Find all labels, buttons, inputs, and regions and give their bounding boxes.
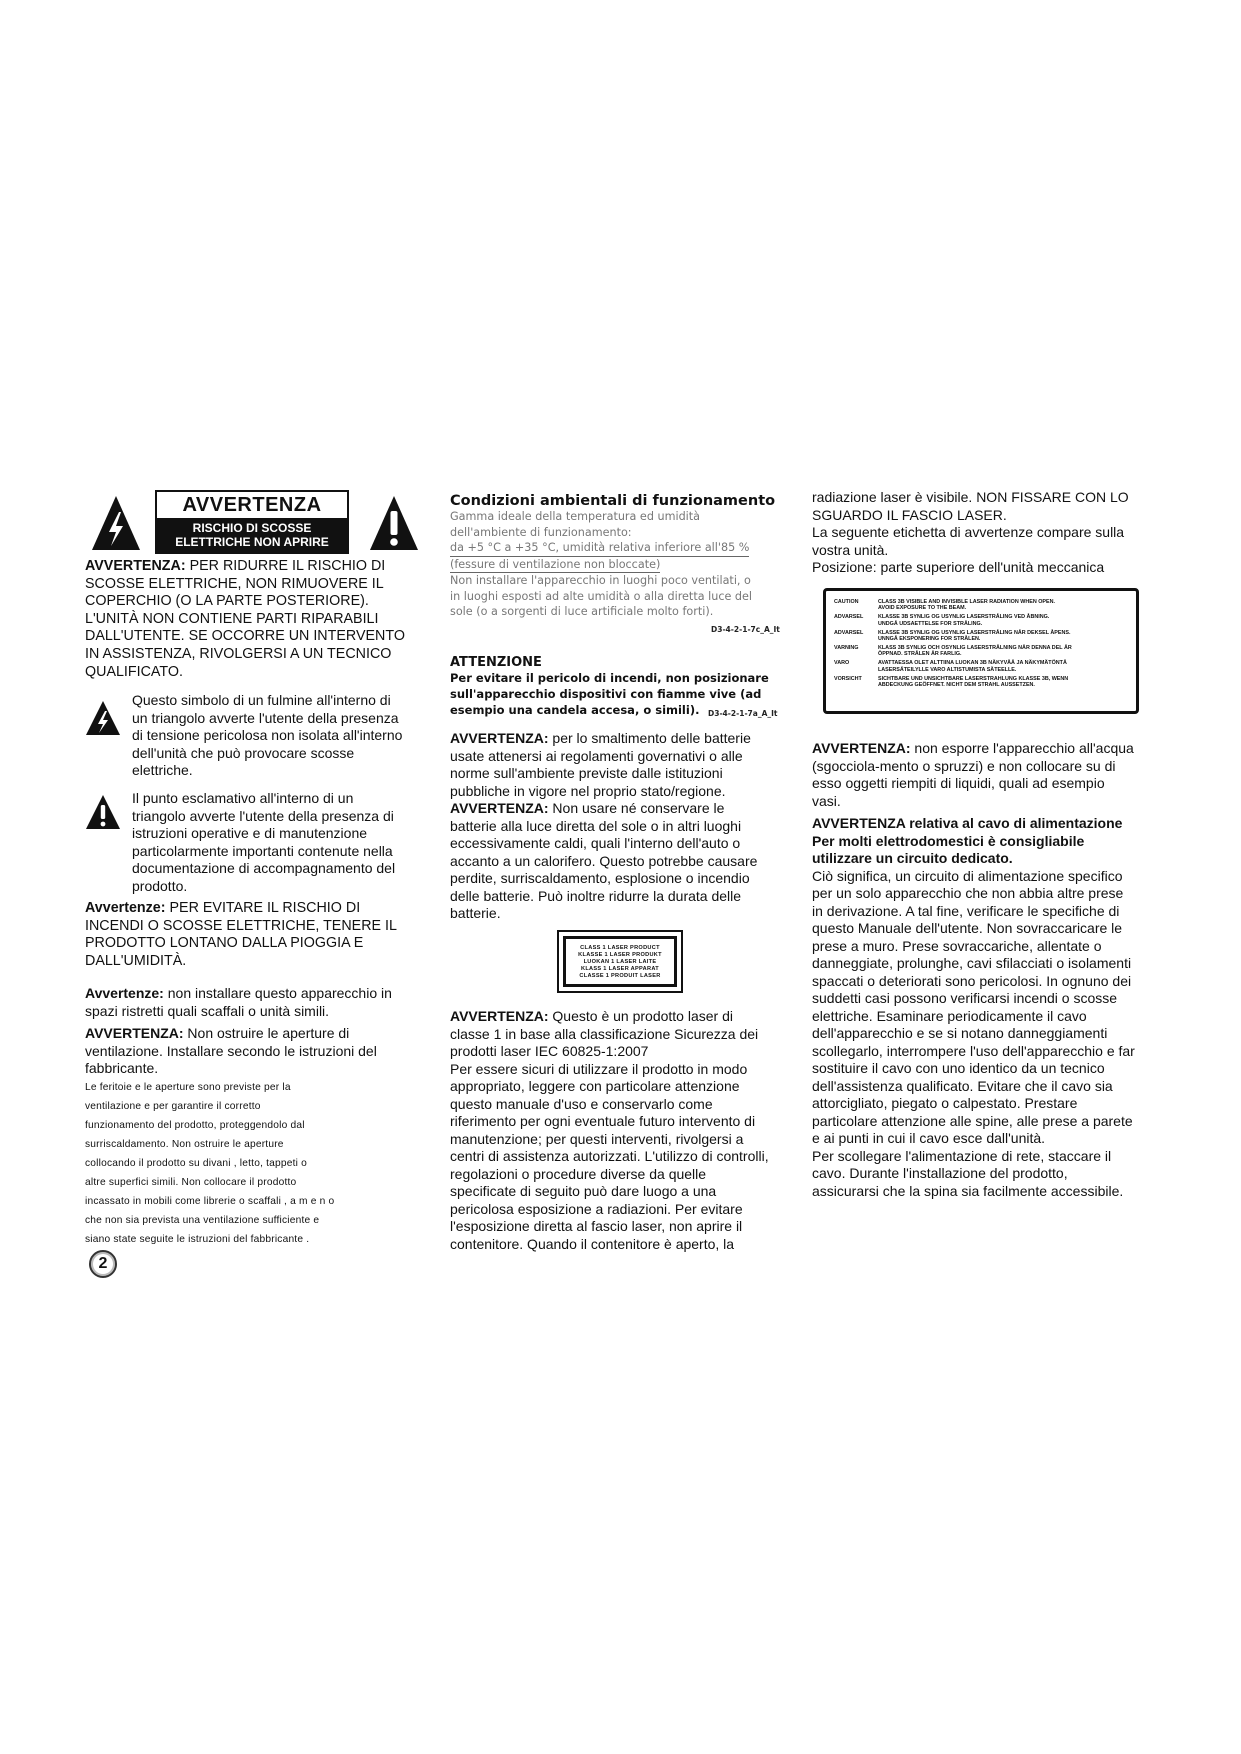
laser-warning-line: centri di assistenza autorizzati. L'utilizzo di controlli, <box>450 1148 769 1164</box>
cable-line: scollegarlo, interrompere l'uso dell'apparecchio e far <box>812 1042 1135 1059</box>
laser-label-text: KLASS 3B SYNLIG OCH OSYNLIG LASERSTRÅLNING NÄR DENNA DEL ÄR <box>878 644 1072 651</box>
cable-line: elettriche. Esaminare periodicamente il cavo <box>812 1007 1087 1024</box>
lightning-note-line: Questo simbolo di un fulmine all'interno di <box>132 692 391 708</box>
space-warning-line: non installare questo apparecchio in <box>163 985 392 1001</box>
attention-line: Per evitare il pericolo di incendi, non posizionare <box>450 671 769 685</box>
exclamation-note-line: particolarmente importanti contenute nella <box>132 842 393 859</box>
laser-label-text: CLASS 3B VISIBLE AND INVISIBLE LASER RADIATION WHEN OPEN. <box>878 599 1056 605</box>
laser-label-line: KLASSE 1 LASER PRODUKT <box>578 952 662 958</box>
lightning-note-line: dell'unità che può provocare scosse <box>132 744 355 761</box>
laser-label-text: LASERSÄTEILYLLE VARO ALTISTUMISTA SÄTEELLE. <box>878 666 1017 673</box>
cable-line: attorcigliato, piegato o calpestato. Prestare <box>812 1095 1078 1111</box>
laser-warning-line: appropriato, leggere con particolare attenzione <box>450 1078 740 1094</box>
laser-label-key: VARNING <box>834 644 859 651</box>
exclamation-triangle-icon <box>368 494 420 552</box>
power-cable-warning <box>812 815 1152 1200</box>
laser-continuation-line: radiazione laser è visibile. NON FISSARE CON LO <box>812 489 1129 505</box>
class1-laser-label <box>557 930 683 993</box>
label-intro-line: vostra unità. <box>812 541 889 558</box>
battery-warning-line: usate attenersi ai regolamenti governativi o alle <box>450 747 743 764</box>
battery-heat-line: perdite, surriscaldamento, esplosione o incendio <box>450 870 750 886</box>
laser-warning <box>450 1008 780 1253</box>
water-warning-line: vasi. <box>812 792 841 809</box>
laser-warning-line: pericolosa esposizione a radiazioni. Per evitare <box>450 1200 743 1217</box>
laser-label-row <box>834 660 1128 675</box>
shock-warning-line: PER RIDURRE IL RISCHIO DI <box>185 558 386 574</box>
exclamation-symbol-note <box>85 790 423 900</box>
laser-label-text: ABDECKUNG GEÖFFNET. NICHT DEM STRAHL AUSSETZEN. <box>878 681 1035 688</box>
warning-title: AVVERTENZA <box>182 494 322 516</box>
cable-line: prese a muro. Prese sovraccariche, allentate o <box>812 937 1102 954</box>
environment-line: Non installare l'apparecchio in luoghi poco ventilati, o <box>450 574 751 587</box>
ventilation-line: incassato in mobili come librerie o scaffali , a m e n o <box>85 1196 335 1207</box>
laser-warning-line: regolazioni o procedure diverse da quelle <box>450 1165 707 1182</box>
laser-warning-label: AVVERTENZA: <box>450 1008 549 1024</box>
laser-label-text: AVATTAESSA OLET ALTTIINA LUOKAN 3B NÄKYVÄÄ JA NÄKYMÄTÖNTÄ <box>878 660 1067 667</box>
cable-heading-line: utilizzare un circuito dedicato. <box>812 850 1013 866</box>
lightning-note-line: un triangolo avverte l'utente della presenza <box>132 709 399 726</box>
laser-label-line: CLASSE 1 PRODUIT LASER <box>579 973 661 979</box>
environment-line: sole (o a sorgenti di luce artificiale molto forti). <box>450 605 714 618</box>
laser-label-key: ADVARSEL <box>834 614 864 621</box>
environment-code: D3-4-2-1-7c_A_It <box>711 625 780 634</box>
laser-label-row <box>834 630 1128 645</box>
cable-line: sostituire il cavo con uno identico da un tecnico <box>812 1060 1105 1076</box>
water-warning <box>812 740 1152 810</box>
laser-label-text: ÖPPNAD. STRÅLEN ÄR FARLIG. <box>878 651 962 658</box>
lightning-small-icon <box>85 700 121 736</box>
battery-heat-line: accanto a un calorifero. Questo potrebbe causare <box>450 852 758 869</box>
cable-heading-line: Per molti elettrodomestici è consigliabile <box>812 832 1085 849</box>
attention-line: esempio una candela accesa, o simili). <box>450 703 700 717</box>
battery-heat-label: AVVERTENZA: <box>450 800 549 816</box>
battery-heat-line: batterie alla luce diretta del sole o in altri luoghi <box>450 817 742 834</box>
cable-line: questo Manuale dell'utente. Non sovraccaricare le <box>812 920 1123 936</box>
environment-line: da +5 °C a +35 °C, umidità relativa inferiore all'85 % <box>450 540 749 557</box>
label-position-line: Posizione: parte superiore dell'unità meccanica <box>812 559 1105 575</box>
attention-line: sull'apparecchio dispositivi con fiamme vive (ad <box>450 687 762 701</box>
shock-warning-line: QUALIFICATO. <box>85 663 183 680</box>
lightning-symbol-note <box>85 692 423 784</box>
ventilation-line: siano state seguite le istruzioni del fabbricante . <box>85 1234 310 1245</box>
battery-heat-line: eccessivamente caldi, quali l'interno dell'auto o <box>450 835 741 851</box>
laser-label-text: SICHTBARE UND UNSICHTBARE LASERSTRAHLUNG KLASSE 3B, WENN <box>878 675 1069 682</box>
battery-heat-line: batterie. <box>450 905 501 921</box>
laser-label-line: CLASS 1 LASER PRODUCT <box>580 945 660 951</box>
rain-warning-line: PER EVITARE IL RISCHIO DI <box>165 900 361 916</box>
laser-label-table <box>834 599 1128 691</box>
water-warning-label: AVVERTENZA: <box>812 740 911 756</box>
laser-label-row <box>834 599 1128 614</box>
vent-warning-line: Non ostruire le aperture di <box>183 1025 350 1041</box>
cable-line: Ciò significa, un circuito di alimentazione specifico <box>812 867 1123 884</box>
environment-title: Condizioni ambientali di funzionamento <box>450 493 776 509</box>
cable-line: dell'assistenza qualificato. Evitare che il cavo sia <box>812 1077 1113 1094</box>
laser-label-row <box>834 614 1128 629</box>
battery-heat-line: Non usare né conservare le <box>548 800 725 816</box>
ventilation-line: altre superfici simili. Non collocare il prodotto <box>85 1177 297 1188</box>
cable-line: suddetti casi possono verificarsi incendi o scosse <box>812 990 1118 1006</box>
warning-sub-line-1: RISCHIO DI SCOSSE <box>192 521 312 535</box>
cable-line: e ai punti in cui il cavo esce dall'unità. <box>812 1130 1046 1146</box>
laser-warning-line: contenitore. Quando il contenitore è aperto, la <box>450 1235 735 1252</box>
ventilation-details <box>85 1078 425 1249</box>
laser-label-key: ADVARSEL <box>834 629 864 636</box>
laser-label-text: UNDGÅ UDSAETTELSE FOR STRÅLING. <box>878 620 983 627</box>
ventilation-line: che non sia prevista una ventilazione sufficiente e <box>85 1215 320 1226</box>
ventilation-line: collocando il prodotto su divani , letto, tappeti o <box>85 1158 308 1169</box>
shock-warning-line: COPERCHIO (O LA PARTE POSTERIORE). <box>85 593 369 610</box>
vent-warning-line: fabbricante. <box>85 1060 159 1077</box>
environment-line: dell'ambiente di funzionamento: <box>450 525 632 539</box>
cable-line: cavo. Durante l'installazione del prodotto, <box>812 1165 1068 1181</box>
rain-warning <box>85 900 425 970</box>
attention-code: D3-4-2-1-7a_A_It <box>708 709 778 718</box>
water-warning-line: non esporre l'apparecchio all'acqua <box>910 740 1134 756</box>
shock-warning-line: IN ASSISTENZA, RIVOLGERSI A UN TECNICO <box>85 645 392 662</box>
rain-warning-label: Avvertenze: <box>85 900 166 916</box>
label-intro-line: La seguente etichetta di avvertenze compare sulla <box>812 524 1125 540</box>
ventilation-line: funzionamento del prodotto, proteggendolo dal <box>85 1120 305 1131</box>
laser-label-line: KLASS 1 LASER APPARAT <box>581 966 659 972</box>
environment-line: (fessure di ventilazione non bloccate) <box>450 557 660 574</box>
rain-warning-line: DALL'UMIDITÀ. <box>85 952 187 969</box>
space-warning-line: spazi ristretti quali scaffali o unità simili. <box>85 1002 330 1019</box>
laser-warning-line: manutenzione; per questi interventi, rivolgersi a <box>450 1130 744 1147</box>
warning-box <box>155 490 349 554</box>
battery-warning-line: per lo smaltimento delle batterie <box>548 730 751 746</box>
laser-label-key: VARO <box>834 660 850 667</box>
lightning-triangle-icon <box>90 494 142 552</box>
warning-sub-line-2: ELETTRICHE NON APRIRE <box>175 535 329 549</box>
water-warning-line: esso oggetti riempiti di liquidi, quali ad esempio <box>812 775 1105 791</box>
battery-warning-label: AVVERTENZA: <box>450 730 549 746</box>
laser-label-key: VORSICHT <box>834 675 862 682</box>
cable-line: spaccati o deteriorati sono pericolosi. In ognuno dei <box>812 972 1132 989</box>
exclamation-note-line: documentazione di accompagnamento del <box>132 860 396 877</box>
laser-warning-line: Questo è un prodotto laser di <box>548 1008 733 1024</box>
cable-line: in derivazione. A tal fine, verificare le specifiche di <box>812 902 1120 919</box>
shock-warning <box>85 558 425 681</box>
warning-header <box>85 490 420 556</box>
laser-label-line: LUOKAN 1 LASER LAITE <box>583 959 657 965</box>
lightning-note-line: elettriche. <box>132 762 193 779</box>
laser-label-text: KLASSE 3B SYNLIG OG USYNLIG LASERSTRÅLING VED ÅBNING. <box>878 614 1050 621</box>
cable-line: assicurarsi che la spina sia facilmente accessibile. <box>812 1182 1124 1199</box>
environment-line: in luoghi esposti ad alte umidità o alla diretta luce del <box>450 589 752 603</box>
shock-warning-line: DALL'UTENTE. SE OCCORRE UN INTERVENTO <box>85 628 405 645</box>
vent-warning <box>85 1025 425 1078</box>
cable-line: particolare attenzione alle spine, alle prese a parete <box>812 1112 1133 1129</box>
shock-warning-label: AVVERTENZA: <box>85 558 186 574</box>
battery-warning-line: pubbliche in vigore nel proprio stato/regione. <box>450 782 726 799</box>
vent-warning-line: ventilazione. Installare secondo le istruzioni del <box>85 1042 377 1059</box>
cable-line: per un solo apparecchio che non abbia altre prese <box>812 885 1124 901</box>
rain-warning-line: INCENDI O SCOSSE ELETTRICHE, TENERE IL <box>85 917 397 934</box>
laser-continuation-line: SGUARDO IL FASCIO LASER. <box>812 506 1007 523</box>
page-number: 2 <box>89 1250 117 1278</box>
warning-subtitle <box>157 518 347 552</box>
environment-conditions <box>450 493 780 620</box>
space-warning <box>85 985 425 1020</box>
laser-warning-line: questo manuale d'uso e conservarlo come <box>450 1095 713 1112</box>
cable-line: Per scollegare l'alimentazione di rete, staccare il <box>812 1147 1112 1164</box>
battery-warning-line: norme sull'ambiente previste dalle istituzioni <box>450 765 723 781</box>
laser-warning-line: Per essere sicuri di utilizzare il prodotto in modo <box>450 1060 748 1077</box>
ventilation-line: surriscaldamento. Non ostruire le aperture <box>85 1139 284 1150</box>
laser-continuation <box>812 489 1152 577</box>
vent-warning-label: AVVERTENZA: <box>85 1025 184 1041</box>
laser-warning-line: l'esposizione diretta al fascio laser, non aprire il <box>450 1218 743 1234</box>
exclamation-small-icon <box>85 794 121 830</box>
laser-label-text: KLASSE 3B SYNLIG OG USYNLIG LASERSTRÅLING NÅR DEKSEL ÅPENS. <box>878 629 1071 636</box>
rain-warning-line: PRODOTTO LONTANO DALLA PIOGGIA E <box>85 935 364 952</box>
laser-label-row <box>834 676 1128 691</box>
laser-label-row <box>834 645 1128 660</box>
cable-heading-line: AVVERTENZA relativa al cavo di alimentazione <box>812 815 1123 831</box>
exclamation-note-line: Il punto esclamativo all'interno di un <box>132 790 354 806</box>
environment-line: Gamma ideale della temperatura ed umidità <box>450 510 701 523</box>
exclamation-note-line: prodotto. <box>132 877 188 894</box>
cable-line: danneggiate, prolunghe, cavi sfilacciati o isolamenti <box>812 955 1132 971</box>
space-warning-label: Avvertenze: <box>85 985 164 1001</box>
laser-warning-line: prodotti laser IEC 60825-1:2007 <box>450 1043 649 1059</box>
lightning-note-line: di tensione pericolosa non isolata all'interno <box>132 727 403 744</box>
laser-label-text: AVOID EXPOSURE TO THE BEAM. <box>878 605 967 612</box>
cable-line: dell'apparecchio e se si notano danneggiamenti <box>812 1025 1108 1041</box>
attention-title: ATTENZIONE <box>450 655 542 670</box>
laser-label-text: UNNGÅ EKSPONERING FOR STRÅLEN. <box>878 636 981 643</box>
ventilation-line: ventilazione e per garantire il corretto <box>85 1101 261 1112</box>
shock-warning-line: L'UNITÀ NON CONTIENE PARTI RIPARABILI <box>85 610 379 627</box>
laser-warning-line: riferimento per ogni eventuale futuro intervento di <box>450 1113 756 1129</box>
ventilation-line: Le feritoie e le aperture sono previste per la <box>85 1082 291 1093</box>
laser-warning-line: specificate di seguito può dare luogo a una <box>450 1183 717 1199</box>
laser-label-key: CAUTION <box>834 599 859 605</box>
laser-warning-line: classe 1 in base alla classificazione Sicurezza dei <box>450 1025 759 1042</box>
class3b-laser-label <box>823 588 1139 714</box>
battery-warning <box>450 730 780 923</box>
battery-heat-line: delle batterie. Può inoltre ridurre la durata delle <box>450 887 742 904</box>
exclamation-note-line: triangolo avverte l'utente della presenza di <box>132 807 394 824</box>
shock-warning-line: SCOSSE ELETTRICHE, NON RIMUOVERE IL <box>85 575 384 592</box>
exclamation-note-line: istruzioni operative e di manutenzione <box>132 825 368 842</box>
water-warning-line: (sgocciola-mento o spruzzi) e non collocare su di <box>812 757 1116 774</box>
